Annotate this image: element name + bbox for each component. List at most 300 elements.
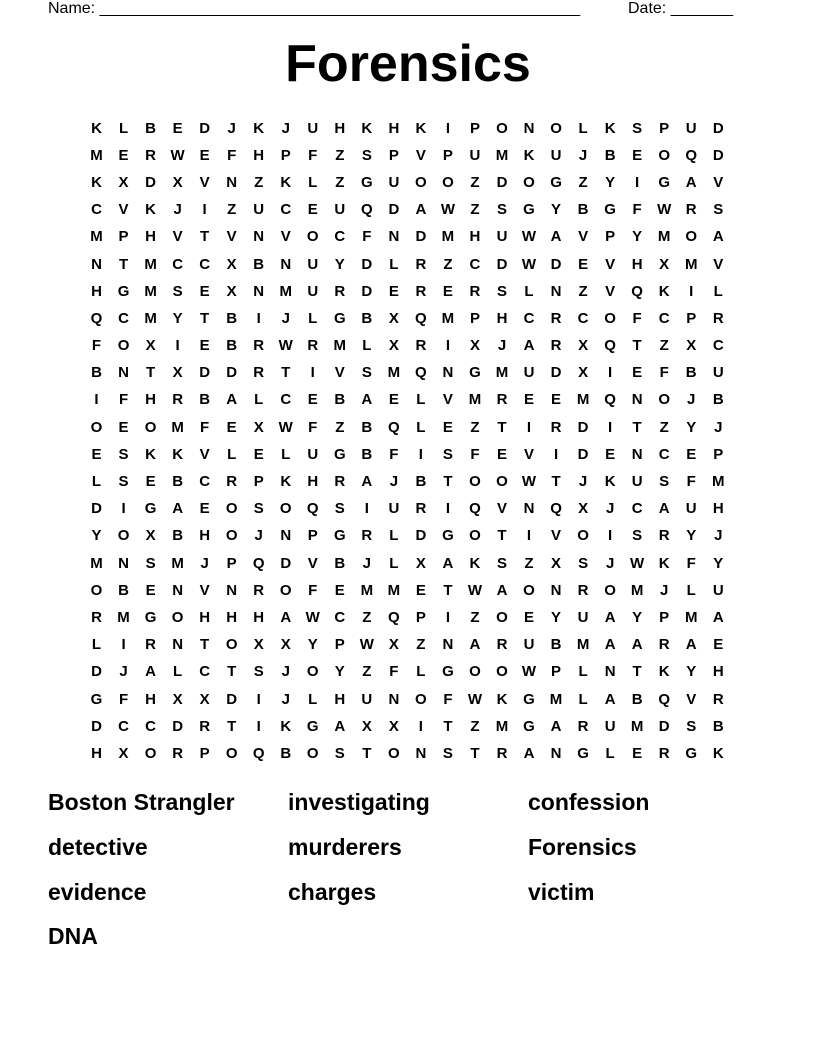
grid-letter: N	[442, 636, 454, 654]
grid-letter: R	[415, 337, 427, 355]
grid-letter: F	[118, 391, 129, 409]
grid-letter: U	[631, 473, 643, 491]
grid-letter: S	[253, 500, 264, 518]
grid-letter: U	[685, 119, 697, 137]
grid-letter: K	[145, 445, 156, 463]
grid-letter: K	[496, 690, 508, 708]
grid-letter: O	[496, 119, 508, 137]
grid-letter: F	[686, 473, 696, 491]
grid-letter: G	[523, 717, 535, 735]
grid-letter: L	[308, 690, 318, 708]
grid-letter: F	[389, 663, 399, 681]
grid-letter: C	[280, 391, 292, 409]
grid-letter: M	[387, 581, 401, 599]
grid-letter: H	[145, 690, 156, 708]
grid-letter: F	[308, 146, 318, 164]
grid-letter: S	[659, 473, 670, 491]
grid-letter: K	[145, 201, 156, 219]
grid-letter: P	[415, 608, 426, 626]
grid-letter: F	[118, 690, 129, 708]
grid-letter: J	[578, 473, 588, 491]
grid-letter: G	[577, 744, 589, 762]
grid-letter: V	[307, 554, 318, 572]
grid-letter: R	[712, 309, 724, 327]
grid-letter: L	[686, 581, 696, 599]
grid-letter: M	[495, 146, 509, 164]
grid-letter: A	[442, 554, 454, 572]
grid-letter: S	[686, 717, 697, 735]
grid-letter: X	[686, 337, 697, 355]
grid-letter: M	[171, 418, 184, 436]
grid-letter: U	[550, 146, 562, 164]
grid-letter: L	[308, 309, 318, 327]
grid-letter: H	[226, 608, 238, 626]
grid-letter: O	[415, 173, 427, 191]
grid-letter: M	[468, 391, 482, 409]
grid-row	[83, 251, 732, 278]
grid-letter: Q	[604, 391, 616, 409]
grid-letter: L	[362, 337, 372, 355]
grid-letter: C	[658, 309, 670, 327]
grid-letter: O	[442, 173, 454, 191]
grid-letter: A	[361, 391, 373, 409]
grid-letter: Y	[713, 554, 724, 572]
grid-letter: J	[254, 527, 263, 545]
grid-letter: Z	[470, 418, 480, 436]
grid-letter: K	[91, 119, 102, 137]
grid-letter: B	[361, 445, 373, 463]
grid-letter: B	[577, 201, 589, 219]
grid-letter: O	[225, 500, 238, 518]
grid-letter: M	[684, 255, 698, 273]
grid-letter: G	[144, 608, 157, 626]
grid-letter: C	[577, 309, 589, 327]
grid-letter: D	[577, 445, 589, 463]
grid-letter: Z	[659, 418, 669, 436]
grid-letter: X	[172, 364, 183, 382]
grid-letter: L	[605, 744, 615, 762]
grid-letter: N	[523, 500, 535, 518]
grid-letter: K	[280, 717, 292, 735]
grid-letter: U	[712, 581, 724, 599]
grid-letter: X	[172, 690, 183, 708]
grid-letter: I	[526, 418, 532, 436]
grid-letter: F	[632, 201, 642, 219]
grid-letter: Q	[306, 500, 319, 518]
word-list-item: investigating	[288, 789, 430, 815]
grid-letter: M	[657, 228, 671, 246]
grid-letter: O	[225, 636, 238, 654]
grid-letter: M	[630, 717, 644, 735]
grid-letter: W	[630, 554, 645, 572]
grid-letter: S	[496, 554, 507, 572]
grid-letter: M	[144, 309, 157, 327]
grid-letter: I	[94, 391, 99, 409]
grid-letter: P	[442, 146, 453, 164]
grid-letter: G	[550, 173, 562, 191]
grid-letter: U	[361, 690, 373, 708]
grid-letter: Q	[90, 309, 103, 327]
grid-letter: I	[418, 445, 423, 463]
word-search-grid	[83, 115, 732, 768]
grid-letter: E	[91, 445, 102, 463]
grid-letter: P	[686, 309, 697, 327]
grid-letter: U	[577, 608, 589, 626]
grid-letter: F	[389, 445, 399, 463]
grid-row	[83, 686, 732, 713]
grid-letter: D	[712, 119, 724, 137]
grid-letter: U	[604, 717, 616, 735]
grid-letter: S	[334, 744, 345, 762]
grid-letter: L	[713, 282, 723, 300]
grid-letter: N	[523, 119, 535, 137]
grid-letter: G	[442, 527, 454, 545]
grid-letter: W	[521, 255, 537, 273]
grid-letter: V	[334, 364, 345, 382]
grid-letter: L	[416, 418, 426, 436]
grid-letter: M	[441, 228, 455, 246]
grid-letter: R	[685, 201, 697, 219]
grid-letter: B	[199, 391, 211, 409]
grid-letter: M	[333, 337, 347, 355]
grid-letter: M	[684, 608, 698, 626]
grid-letter: F	[362, 228, 372, 246]
grid-letter: U	[307, 445, 319, 463]
grid-letter: R	[145, 146, 156, 164]
grid-letter: D	[712, 146, 724, 164]
grid-letter: O	[306, 228, 319, 246]
grid-letter: H	[145, 391, 156, 409]
grid-letter: N	[280, 255, 292, 273]
grid-letter: N	[253, 282, 265, 300]
grid-letter: L	[227, 445, 237, 463]
grid-letter: L	[416, 663, 426, 681]
grid-letter: E	[199, 337, 210, 355]
word-list-item: victim	[528, 878, 595, 905]
grid-letter: N	[550, 744, 562, 762]
grid-letter: A	[415, 201, 427, 219]
grid-letter: I	[256, 717, 261, 735]
grid-letter: X	[415, 554, 426, 572]
grid-row	[83, 305, 732, 332]
grid-letter: R	[469, 282, 481, 300]
grid-letter: S	[118, 445, 129, 463]
grid-letter: R	[496, 744, 508, 762]
grid-letter: M	[630, 581, 644, 599]
grid-letter: F	[443, 690, 453, 708]
grid-letter: Y	[91, 527, 102, 545]
grid-letter: U	[685, 500, 697, 518]
grid-row	[83, 387, 732, 414]
grid-letter: W	[521, 473, 537, 491]
grid-letter: C	[145, 717, 156, 735]
grid-letter: K	[172, 445, 184, 463]
grid-letter: S	[145, 554, 156, 572]
grid-letter: W	[467, 690, 483, 708]
grid-letter: D	[226, 690, 238, 708]
grid-letter: N	[253, 228, 265, 246]
grid-letter: S	[334, 500, 345, 518]
grid-letter: R	[199, 717, 211, 735]
grid-letter: E	[226, 418, 237, 436]
grid-letter: R	[415, 255, 427, 273]
grid-letter: Y	[605, 173, 616, 191]
grid-letter: E	[172, 119, 183, 137]
grid-letter: E	[388, 282, 399, 300]
grid-letter: G	[144, 500, 157, 518]
grid-letter: Z	[416, 636, 426, 654]
grid-letter: N	[388, 690, 400, 708]
grid-letter: C	[334, 228, 346, 246]
grid-letter: X	[226, 255, 237, 273]
grid-letter: G	[685, 744, 698, 762]
grid-letter: Z	[659, 337, 669, 355]
grid-letter: K	[523, 146, 535, 164]
grid-letter: N	[550, 282, 562, 300]
grid-letter: D	[172, 717, 184, 735]
grid-letter: F	[308, 581, 318, 599]
word-list	[48, 780, 768, 959]
grid-letter: S	[253, 663, 264, 681]
grid-letter: A	[469, 636, 481, 654]
grid-letter: R	[415, 500, 427, 518]
grid-letter: E	[551, 391, 562, 409]
word-list-item: evidence	[48, 878, 147, 905]
grid-letter: Z	[254, 173, 264, 191]
grid-letter: U	[523, 364, 535, 382]
grid-letter: E	[442, 282, 453, 300]
grid-letter: Z	[362, 663, 372, 681]
grid-letter: N	[172, 581, 184, 599]
grid-letter: C	[712, 337, 724, 355]
grid-letter: Z	[578, 282, 588, 300]
grid-letter: R	[172, 391, 184, 409]
grid-letter: S	[172, 282, 183, 300]
grid-letter: O	[171, 608, 184, 626]
grid-letter: R	[658, 744, 670, 762]
grid-letter: V	[578, 228, 589, 246]
grid-letter: D	[496, 173, 508, 191]
grid-letter: L	[91, 473, 102, 491]
grid-letter: U	[388, 173, 400, 191]
grid-letter: D	[91, 717, 102, 735]
word-list-item: detective	[48, 833, 148, 860]
grid-letter: M	[117, 608, 130, 626]
grid-letter: G	[333, 309, 346, 327]
grid-letter: E	[578, 255, 589, 273]
grid-letter: V	[442, 391, 453, 409]
grid-letter: A	[550, 717, 562, 735]
grid-letter: J	[281, 119, 290, 137]
grid-letter: D	[550, 364, 562, 382]
grid-letter: T	[281, 364, 291, 382]
grid-letter: O	[604, 581, 616, 599]
grid-letter: T	[632, 418, 642, 436]
grid-letter: X	[172, 173, 183, 191]
grid-letter: B	[226, 309, 238, 327]
grid-letter: U	[253, 201, 265, 219]
grid-letter: A	[712, 608, 724, 626]
grid-letter: X	[361, 717, 372, 735]
grid-letter: E	[118, 146, 129, 164]
grid-row	[83, 441, 732, 468]
grid-letter: O	[306, 744, 319, 762]
grid-letter: M	[279, 282, 292, 300]
grid-letter: B	[172, 473, 184, 491]
grid-letter: J	[687, 391, 696, 409]
grid-letter: J	[200, 554, 209, 572]
grid-letter: E	[334, 581, 345, 599]
grid-letter: X	[199, 690, 210, 708]
grid-letter: X	[145, 337, 156, 355]
grid-letter: H	[496, 309, 508, 327]
grid-letter: H	[91, 744, 102, 762]
grid-letter: U	[388, 500, 400, 518]
grid-letter: I	[445, 500, 450, 518]
grid-row	[83, 550, 732, 577]
grid-letter: O	[577, 527, 589, 545]
grid-letter: A	[604, 608, 616, 626]
grid-letter: O	[144, 744, 157, 762]
grid-letter: R	[334, 473, 346, 491]
grid-letter: R	[577, 717, 589, 735]
grid-letter: H	[712, 500, 724, 518]
grid-letter: Q	[252, 554, 265, 572]
grid-letter: V	[118, 201, 129, 219]
grid-letter: X	[578, 337, 589, 355]
grid-letter: A	[280, 608, 292, 626]
grid-letter: B	[172, 527, 184, 545]
grid-letter: X	[551, 554, 562, 572]
grid-letter: J	[605, 554, 615, 572]
grid-letter: P	[469, 309, 480, 327]
grid-row	[83, 523, 732, 550]
grid-letter: T	[145, 364, 156, 382]
grid-letter: S	[118, 473, 129, 491]
grid-letter: Q	[469, 500, 481, 518]
grid-letter: O	[388, 744, 400, 762]
grid-letter: P	[388, 146, 399, 164]
grid-letter: O	[144, 418, 157, 436]
grid-letter: Y	[551, 608, 562, 626]
grid-letter: T	[443, 717, 453, 735]
grid-letter: P	[334, 636, 345, 654]
grid-letter: P	[659, 119, 670, 137]
grid-letter: P	[118, 228, 129, 246]
grid-letter: B	[631, 690, 643, 708]
grid-letter: B	[118, 581, 129, 599]
grid-letter: X	[388, 717, 399, 735]
grid-letter: A	[685, 636, 697, 654]
grid-letter: Q	[388, 418, 400, 436]
grid-row	[83, 142, 732, 169]
grid-letter: D	[361, 255, 373, 273]
grid-letter: O	[306, 663, 319, 681]
grid-letter: S	[578, 554, 589, 572]
grid-letter: R	[496, 391, 508, 409]
grid-letter: R	[253, 364, 265, 382]
grid-letter: J	[660, 581, 669, 599]
grid-letter: I	[202, 201, 207, 219]
grid-letter: L	[308, 173, 318, 191]
grid-letter: V	[496, 500, 507, 518]
grid-letter: Q	[658, 690, 670, 708]
grid-letter: E	[686, 445, 697, 463]
grid-letter: O	[469, 473, 481, 491]
grid-letter: W	[657, 201, 672, 219]
grid-letter: L	[118, 119, 129, 137]
grid-letter: C	[199, 663, 211, 681]
grid-letter: A	[226, 391, 238, 409]
grid-letter: Z	[335, 146, 345, 164]
grid-letter: J	[578, 146, 588, 164]
grid-letter: F	[632, 309, 642, 327]
grid-letter: Y	[686, 418, 697, 436]
grid-letter: B	[226, 337, 238, 355]
word-list-item: confession	[528, 789, 650, 815]
grid-letter: C	[523, 309, 535, 327]
grid-letter: S	[632, 527, 643, 545]
grid-letter: I	[445, 337, 450, 355]
grid-letter: I	[526, 527, 532, 545]
grid-letter: R	[712, 690, 724, 708]
grid-letter: R	[172, 744, 184, 762]
grid-letter: B	[604, 146, 616, 164]
grid-letter: N	[226, 173, 238, 191]
grid-letter: H	[253, 146, 265, 164]
grid-letter: F	[308, 418, 318, 436]
grid-letter: J	[281, 663, 290, 681]
date-field: Date: _______	[628, 0, 733, 17]
grid-letter: V	[605, 255, 616, 273]
grid-letter: O	[523, 173, 535, 191]
grid-letter: C	[199, 473, 211, 491]
grid-letter: B	[253, 255, 265, 273]
grid-letter: J	[119, 663, 128, 681]
grid-letter: H	[145, 228, 156, 246]
grid-letter: Q	[550, 500, 562, 518]
grid-letter: U	[307, 255, 319, 273]
grid-letter: J	[714, 527, 723, 545]
grid-letter: I	[418, 717, 423, 735]
grid-letter: B	[361, 309, 373, 327]
grid-letter: G	[442, 663, 454, 681]
grid-letter: N	[118, 364, 129, 382]
grid-letter: R	[253, 581, 265, 599]
grid-letter: K	[604, 119, 616, 137]
grid-letter: G	[469, 364, 481, 382]
grid-letter: I	[121, 636, 126, 654]
grid-letter: P	[713, 445, 724, 463]
grid-letter: G	[117, 282, 130, 300]
grid-letter: X	[578, 500, 589, 518]
grid-letter: B	[550, 636, 562, 654]
grid-letter: A	[172, 500, 184, 518]
grid-letter: N	[280, 527, 292, 545]
grid-letter: D	[226, 364, 238, 382]
grid-letter: M	[171, 554, 184, 572]
grid-letter: R	[496, 636, 508, 654]
grid-letter: J	[281, 690, 290, 708]
grid-letter: M	[549, 690, 563, 708]
grid-letter: L	[91, 636, 102, 654]
grid-letter: E	[524, 608, 535, 626]
grid-letter: L	[281, 445, 291, 463]
grid-letter: O	[90, 418, 103, 436]
grid-letter: I	[364, 500, 369, 518]
grid-letter: B	[361, 418, 373, 436]
grid-letter: N	[604, 663, 616, 681]
